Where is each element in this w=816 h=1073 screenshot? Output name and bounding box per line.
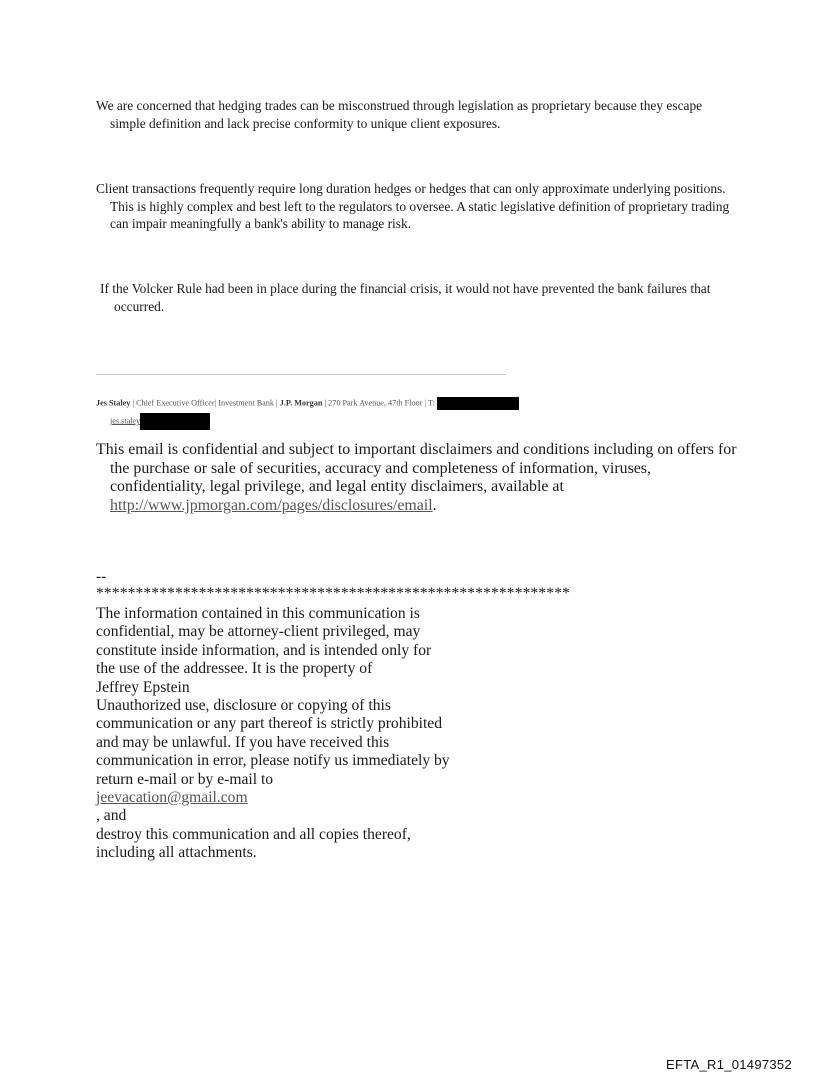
- redaction-email: [140, 413, 210, 430]
- asterisk-divider: ************************************************************: [96, 585, 570, 602]
- notice-line: communication or any part thereof is strictly prohibited: [96, 715, 443, 733]
- notice-line: and may be unlawful. If you have received this: [96, 733, 390, 751]
- confidentiality-notice: [96, 605, 476, 863]
- notice-line: including all attachments.: [96, 844, 257, 862]
- notice-line: confidential, may be attorney-client privileged, may: [96, 623, 421, 641]
- notice-line: communication in error, please notify us immediately by: [96, 752, 450, 770]
- contact-email-link[interactable]: jeevacation@gmail.com: [96, 789, 248, 807]
- notice-line: Unauthorized use, disclosure or copying of this: [96, 697, 391, 715]
- document-id: EFTA_R1_01497352: [666, 1057, 792, 1072]
- signature-address: | 270 Park Avenue, 47th Floor | T:: [322, 398, 437, 408]
- paragraph-client-transactions: Client transactions frequently require long duration hedges or hedges that can only approximate underlying positions. This is highly complex and best left to the regulators to oversee. A static legislative definition of proprietary trading can impair meaningfully a bank's ability to manage risk.: [96, 181, 730, 231]
- signature-email-link[interactable]: jes.staley: [110, 416, 141, 426]
- signature-name: Jes Staley: [96, 398, 131, 408]
- disclaimer-text: This email is confidential and subject to important disclaimers and conditions including on offers for the purchase or sale of securities, accuracy and completeness of information, viruses, confidentiality, legal privilege, and legal entity disclaimers, available at: [96, 441, 737, 496]
- signature-title: Chief Executive Officer| Investment Bank |: [136, 398, 280, 408]
- notice-line: Jeffrey Epstein: [96, 678, 190, 696]
- signature-company: J.P. Morgan: [279, 398, 323, 408]
- notice-line: The information contained in this communication is: [96, 605, 420, 622]
- disclosures-link[interactable]: http://www.jpmorgan.com/pages/disclosures/email: [110, 496, 433, 514]
- signature-separator: [96, 374, 506, 375]
- jpmorgan-disclaimer: [96, 441, 750, 515]
- notice-line-email: [96, 771, 476, 826]
- email-signature: [96, 397, 636, 426]
- notice-email-before: return e-mail or by e-mail to: [96, 770, 274, 788]
- notice-email-after: , and: [96, 807, 127, 825]
- disclaimer-end: .: [432, 496, 437, 514]
- paragraph-hedging: We are concerned that hedging trades can be misconstrued through legislation as proprietary because they escape simple definition and lack precise conformity to unique client exposures.: [96, 98, 703, 131]
- notice-line: destroy this communication and all copies thereof,: [96, 825, 411, 843]
- redaction-phone: [437, 397, 519, 410]
- signature-sep: |: [130, 398, 137, 408]
- notice-line: constitute inside information, and is intended only for: [96, 641, 432, 659]
- notice-line: the use of the addressee. It is the property of: [96, 660, 373, 678]
- signature-dashes: --: [96, 568, 107, 585]
- paragraph-volcker: If the Volcker Rule had been in place during the financial crisis, it would not have prevented the bank failures that occurred.: [100, 281, 711, 314]
